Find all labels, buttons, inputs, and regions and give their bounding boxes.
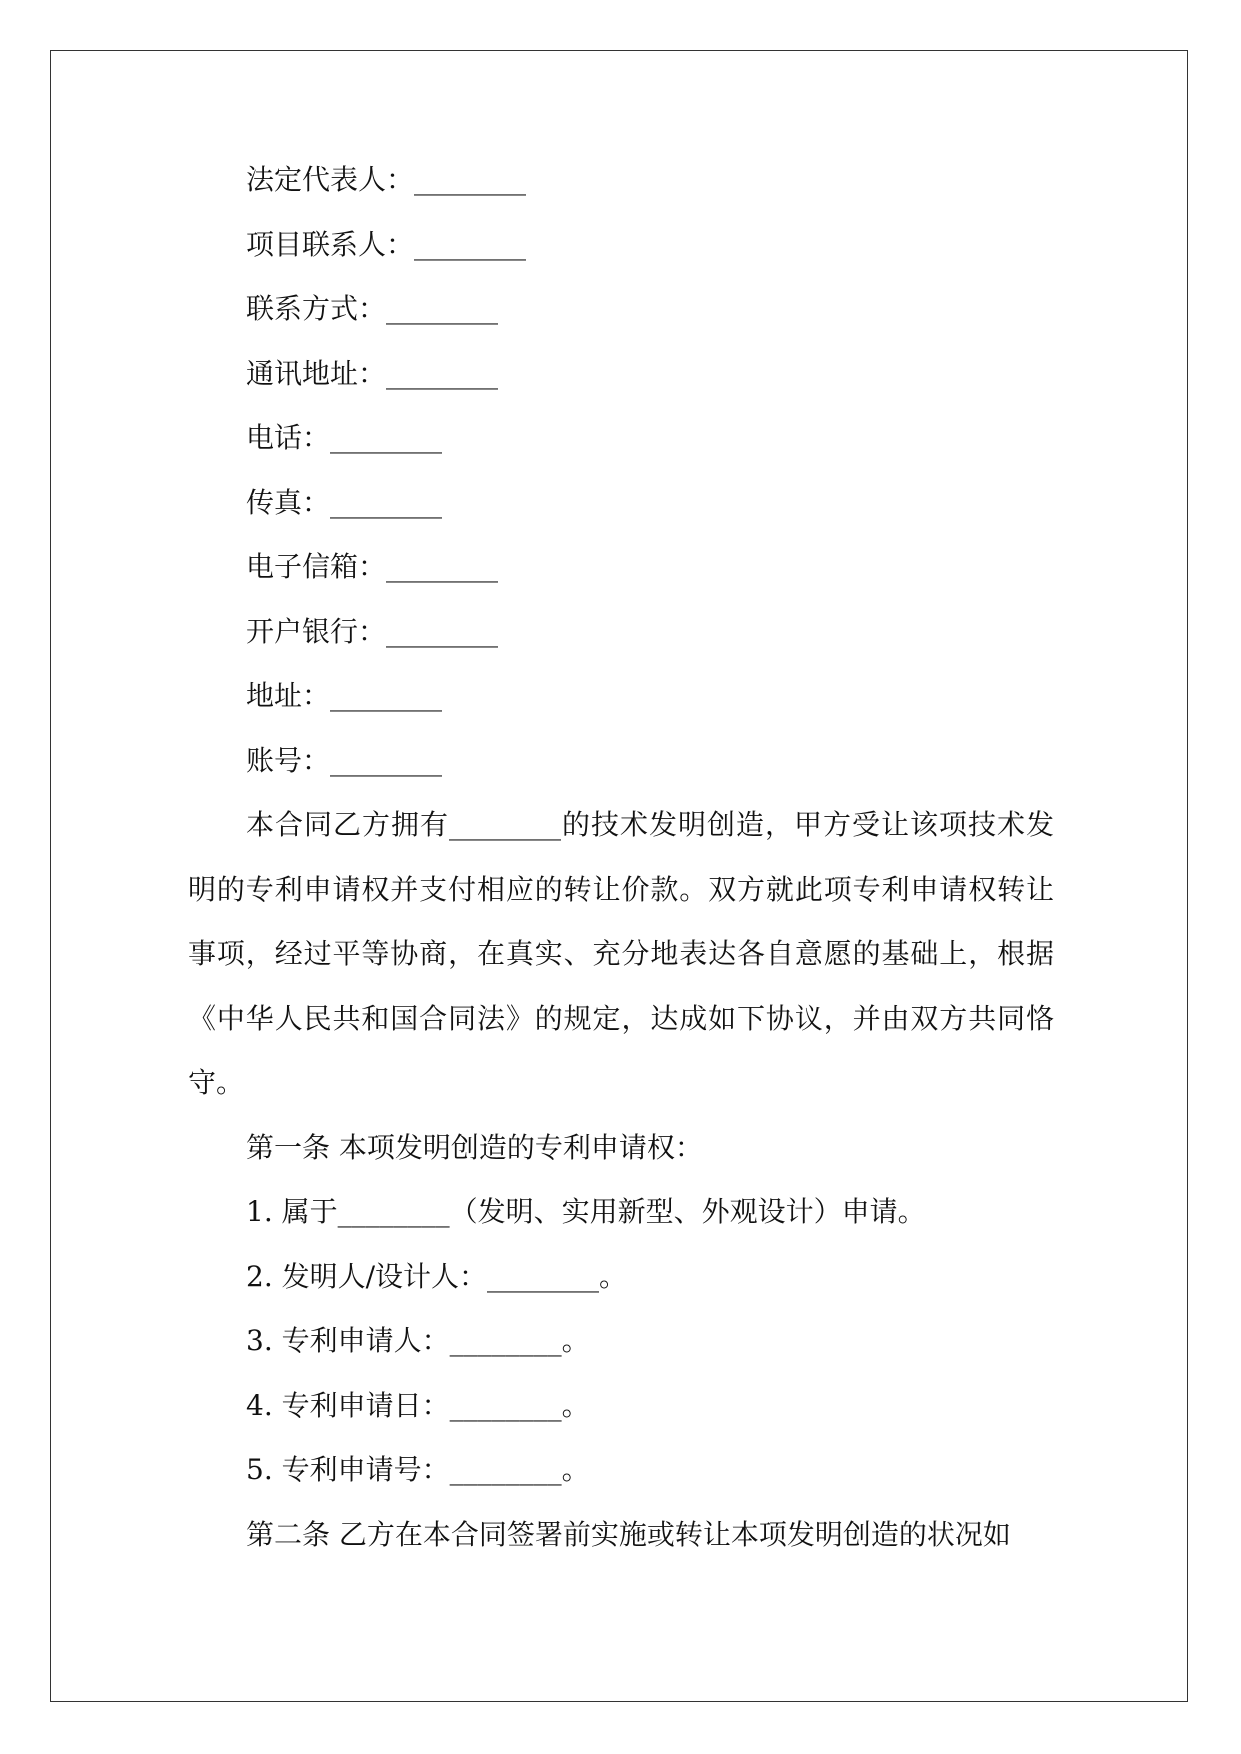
article-1-item: 4. 专利申请日：________。 bbox=[246, 1388, 590, 1422]
article-1-item: 3. 专利申请人：________。 bbox=[246, 1324, 590, 1357]
field-bank: 开户银行：________ bbox=[246, 614, 499, 648]
article-1-heading: 第一条 本项发明创造的专利申请权： bbox=[246, 1130, 703, 1164]
article-1-item: 2. 发明人/设计人：________。 bbox=[246, 1259, 628, 1293]
field-mailing-address: 通讯地址：________ bbox=[246, 356, 499, 390]
document-body bbox=[188, 148, 1054, 1567]
article-1-item: 1. 属于________（发明、实用新型、外观设计）申请。 bbox=[246, 1195, 926, 1228]
field-phone: 电话：________ bbox=[246, 421, 443, 454]
field-address: 地址：________ bbox=[246, 679, 443, 712]
field-project-contact: 项目联系人：________ bbox=[246, 227, 527, 261]
field-email: 电子信箱：________ bbox=[246, 550, 499, 583]
article-2-heading: 第二条 乙方在本合同签署前实施或转让本项发明创造的状况如 bbox=[246, 1517, 1011, 1551]
intro-paragraph: 本合同乙方拥有________的技术发明创造，甲方受让该项技术发明的专利申请权并支付相应的转让价款。双方就此项专利申请权转让事项，经过平等协商，在真实、充分地表达各自意愿的基础上，根据《中华人民共和国合同法》的规定，达成如下协议，并由双方共同恪守。 bbox=[188, 808, 1054, 1099]
field-account-number: 账号：________ bbox=[246, 743, 443, 777]
field-legal-representative: 法定代表人：________ bbox=[246, 163, 527, 196]
field-contact-method: 联系方式：________ bbox=[246, 292, 499, 325]
article-1-item: 5. 专利申请号：________。 bbox=[246, 1453, 590, 1486]
field-fax: 传真：________ bbox=[246, 485, 443, 519]
